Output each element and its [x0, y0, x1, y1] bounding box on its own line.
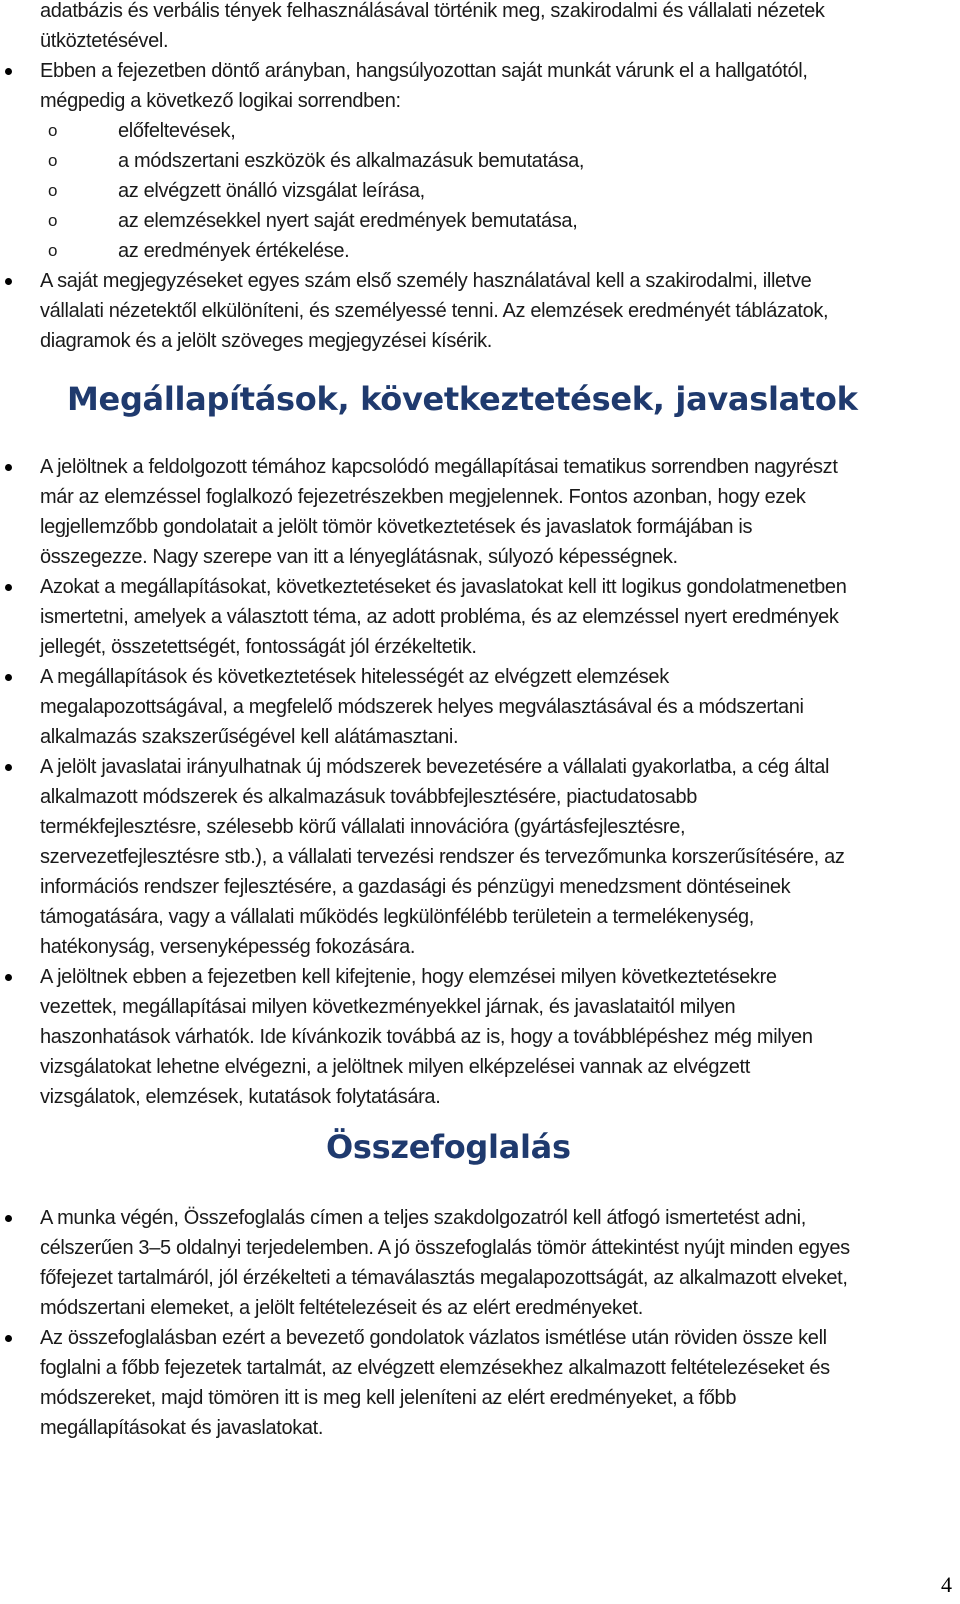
- text-line: alkalmazott módszerek és alkalmazásuk továbbfejlesztésére, piactudatosabb: [40, 786, 698, 808]
- text-line: támogatására, vagy a vállalati működés legkülönfélébb területein a termelékenység,: [40, 906, 754, 928]
- list-item: [40, 452, 940, 572]
- list-item: [40, 752, 940, 962]
- bullet-icon: [5, 674, 12, 681]
- text-line: vizsgálatokat lehetne elvégezni, a jelöltnek milyen elképzelései vannak az elvégzett: [40, 1056, 750, 1078]
- text-line: ismertetni, amelyek a választott téma, az adott probléma, és az elemzéssel nyert eredmények: [40, 606, 839, 628]
- sub-list-item: [40, 176, 940, 206]
- bullet-icon: [5, 68, 12, 75]
- text-line: már az elemzéssel foglalkozó fejezetrészekben megjelennek. Fontos azonban, hogy ezek: [40, 486, 806, 508]
- text-line: A jelöltnek ebben a fejezetben kell kifejtenie, hogy elemzései milyen következtetésekre: [40, 966, 777, 988]
- bullet-icon: [5, 974, 12, 981]
- text-line: szervezetfejlesztésre stb.), a vállalati tervezési rendszer és tervezőmunka korszerűsítésére, az: [40, 846, 845, 868]
- text-line: vállalati nézetektől elkülöníteni, és személyessé tenni. Az elemzések eredményét táblázatok,: [40, 300, 829, 322]
- text-line: legjellemzőbb gondolatait a jelölt tömör következtetések és javaslatok formájában is: [40, 516, 753, 538]
- text-line: vizsgálatok, elemzések, kutatások folytatására.: [40, 1086, 441, 1108]
- bullet-list-summary: [40, 1203, 940, 1443]
- bullet-icon: [5, 278, 12, 285]
- intro-paragraph: [40, 0, 940, 56]
- bullet-icon: [5, 584, 12, 591]
- text-line: alkalmazás szakszerűségével kell alátámasztani.: [40, 726, 459, 748]
- text-line: megállapításokat és javaslatokat.: [40, 1417, 324, 1439]
- section-heading-findings: Megállapítások, következtetések, javaslatok: [67, 380, 858, 418]
- bullet-icon: [5, 464, 12, 471]
- text-line: vezettek, megállapításai milyen következményekkel járnak, és javaslataitól milyen: [40, 996, 736, 1018]
- text-line: A megállapítások és következtetések hitelességét az elvégzett elemzések: [40, 666, 669, 688]
- text-line: az elvégzett önálló vizsgálat leírása,: [118, 180, 425, 202]
- text-line: A saját megjegyzéseket egyes szám első személy használatával kell a szakirodalmi, illetve: [40, 270, 812, 292]
- text-line: Ebben a fejezetben döntő arányban, hangsúlyozottan saját munkát várunk el a hallgatótól,: [40, 60, 808, 82]
- text-line: A jelöltnek a feldolgozott témához kapcsolódó megállapításai tematikus sorrendben nagyrészt: [40, 456, 838, 478]
- bullet-icon: [5, 1215, 12, 1222]
- circle-bullet-icon: o: [48, 121, 58, 140]
- text-line: az eredmények értékelése.: [118, 240, 350, 262]
- text-line: adatbázis és verbális tények felhasználásával történik meg, szakirodalmi és vállalati nézetek: [40, 0, 825, 22]
- list-item: [40, 266, 940, 356]
- text-line: főfejezet tartalmáról, jól érzékelteti a témaválasztás megalapozottságát, az alkalmazott elveket,: [40, 1267, 848, 1289]
- list-item: [40, 1323, 940, 1443]
- text-line: mégpedig a következő logikai sorrendben:: [40, 90, 401, 112]
- circle-bullet-icon: o: [48, 241, 58, 260]
- sub-list-item: [40, 146, 940, 176]
- text-line: jellegét, összetettségét, fontosságát jól érzékeltetik.: [40, 636, 477, 658]
- sub-list-item: [40, 236, 940, 266]
- text-line: ütköztetésével.: [40, 30, 169, 52]
- list-item: [40, 56, 940, 116]
- text-line: foglalni a főbb fejezetek tartalmát, az elvégzett elemzésekhez alkalmazott feltételezéseket és: [40, 1357, 830, 1379]
- bullet-list-findings: [40, 452, 940, 1112]
- circle-bullet-icon: o: [48, 151, 58, 170]
- text-line: összegezze. Nagy szerepe van itt a lényeglátásnak, súlyozó képességnek.: [40, 546, 678, 568]
- text-line: célszerűen 3–5 oldalnyi terjedelemben. A jó összefoglalás tömör áttekintést nyújt minden egyes: [40, 1237, 850, 1259]
- list-item: [40, 662, 940, 752]
- text-line: termékfejlesztésre, szélesebb körű vállalati innovációra (gyártásfejlesztésre,: [40, 816, 686, 838]
- text-line: diagramok és a jelölt szöveges megjegyzései kísérik.: [40, 330, 493, 352]
- text-line: megalapozottságával, a megfelelő módszerek helyes megválasztásával és a módszertani: [40, 696, 804, 718]
- text-line: a módszertani eszközök és alkalmazásuk bemutatása,: [118, 150, 585, 172]
- text-line: Azokat a megállapításokat, következtetéseket és javaslatokat kell itt logikus gondolatmenetben: [40, 576, 847, 598]
- sub-list-item: [40, 206, 940, 236]
- bullet-icon: [5, 764, 12, 771]
- bullet-list-analysis: [40, 56, 940, 356]
- list-item: [40, 962, 940, 1112]
- text-line: információs rendszer fejlesztésére, a gazdasági és pénzügyi menedzsment döntéseinek: [40, 876, 791, 898]
- text-line: A jelölt javaslatai irányulhatnak új módszerek bevezetésére a vállalati gyakorlatba, a cég által: [40, 756, 830, 778]
- sub-list-item: [40, 116, 940, 146]
- text-line: haszonhatások várhatók. Ide kívánkozik továbbá az is, hogy a továbblépéshez még milyen: [40, 1026, 813, 1048]
- text-line: A munka végén, Összefoglalás címen a teljes szakdolgozatról kell átfogó ismertetést adni,: [40, 1207, 806, 1229]
- text-line: módszereket, majd tömören itt is meg kell jeleníteni az elért eredményeket, a főbb: [40, 1387, 737, 1409]
- page-number: 4: [941, 1572, 952, 1597]
- bullet-icon: [5, 1335, 12, 1342]
- text-line: hatékonyság, versenyképesség fokozására.: [40, 936, 416, 958]
- list-item: [40, 1203, 940, 1323]
- circle-bullet-icon: o: [48, 211, 58, 230]
- circle-bullet-icon: o: [48, 181, 58, 200]
- text-line: Az összefoglalásban ezért a bevezető gondolatok vázlatos ismétlése után röviden össze kell: [40, 1327, 827, 1349]
- list-item: [40, 572, 940, 662]
- text-line: az elemzésekkel nyert saját eredmények bemutatása,: [118, 210, 578, 232]
- section-heading-summary: Összefoglalás: [326, 1128, 571, 1166]
- text-line: módszertani elemeket, a jelölt feltételezéseit és az elért eredményeket.: [40, 1297, 643, 1319]
- text-line: előfeltevések,: [118, 120, 236, 142]
